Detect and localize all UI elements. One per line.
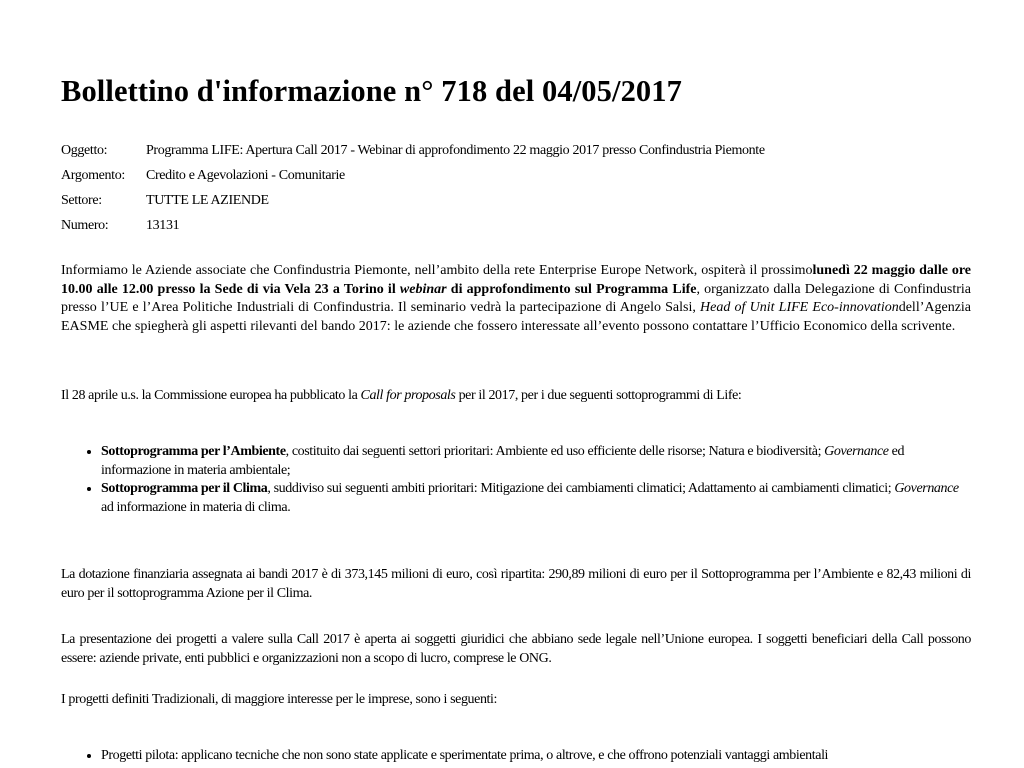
- meta-row-subject: [61, 138, 765, 163]
- call-for-proposals-label: Call for proposals: [360, 388, 456, 403]
- meta-row-sector: [61, 188, 765, 213]
- projects-intro-text: I progetti definiti Tradizionali, di maggiore interesse per le imprese, sono i seguenti:: [61, 692, 498, 707]
- subprogram-name: Sottoprogramma per il Clima: [101, 481, 268, 496]
- subprogram-text: ed informazione in materia ambientale;: [101, 444, 905, 478]
- governance-label: Governance: [894, 481, 959, 496]
- subprogram-name: Sottoprogramma per l’Ambiente: [101, 444, 286, 459]
- list-item: • Progetti pilota: applicano tecniche che non sono state applicate e sperimentate prima, o altrove, e che offrono potenziali vantaggi ambientali: [101, 747, 971, 766]
- meta-label: Argomento:: [61, 168, 125, 183]
- call-text: Il 28 aprile u.s. la Commissione europea ha pubblicato la: [61, 388, 361, 403]
- meta-value: 13131: [146, 218, 180, 233]
- presentation-text: La presentazione dei progetti a valere sulla Call 2017 è aperta ai soggetti giuridici che abbiano sede legale nell’Unione europea. I soggetti beneficiari della Call possono essere: aziende private, enti pubblici e organizzazioni non a scopo di lucro, comprese le ONG.: [61, 632, 971, 666]
- project-types-list: [61, 747, 971, 766]
- subprogram-text: , costituito dai seguenti settori prioritari: Ambiente ed uso efficiente delle risorse; Natura e biodiversità;: [285, 444, 825, 459]
- webinar-label: webinar: [399, 281, 447, 297]
- subprogram-text: ad informazione in materia di clima.: [101, 499, 291, 515]
- list-item: [101, 480, 971, 517]
- subprogram-text: , suddiviso sui seguenti ambiti prioritari: Mitigazione dei cambiamenti climatici; Adattamento ai cambiamenti climatici;: [267, 481, 895, 496]
- intro-text: dell’Agenzia EASME che spiegherà gli aspetti rilevanti del bando 2017: le aziende che fossero interessate all’evento possono contattare l’Ufficio Economico della scrivente.: [61, 300, 972, 334]
- governance-label: Governance: [824, 444, 889, 459]
- meta-label: Numero:: [61, 218, 109, 233]
- speaker-role: Head of Unit LIFE Eco-innovation: [700, 300, 899, 315]
- page-title: Bollettino d'informazione n° 718 del 04/05/2017: [61, 74, 682, 108]
- budget-text: La dotazione finanziaria assegnata ai bandi 2017 è di 373,145 milioni di euro, così ripartita: 290,89 milioni di euro per il Sottoprogramma per l’Ambiente e 82,43 milioni di euro per il sottoprogramma Azione per il Clima.: [61, 567, 971, 601]
- call-text: per il 2017, per i due seguenti sottoprogrammi di Life:: [455, 388, 742, 403]
- meta-value: TUTTE LE AZIENDE: [146, 193, 269, 208]
- call-paragraph: [61, 387, 971, 406]
- bulletin-metadata: [61, 138, 765, 238]
- meta-value: Programma LIFE: Apertura Call 2017 - Webinar di approfondimento 22 maggio 2017 presso Confindustria Piemonte: [146, 143, 765, 158]
- budget-paragraph: [61, 566, 971, 603]
- intro-paragraph: [61, 262, 971, 336]
- meta-label: Oggetto:: [61, 143, 108, 158]
- event-details-text: di approfondimento sul Programma Life: [446, 281, 697, 297]
- meta-row-topic: [61, 163, 765, 188]
- meta-value: Credito e Agevolazioni - Comunitarie: [146, 168, 345, 183]
- meta-label: Settore:: [61, 193, 102, 208]
- list-item: [101, 443, 971, 480]
- intro-text: Informiamo le Aziende associate che Confindustria Piemonte, nell’ambito della rete Enterprise Europe Network, ospiterà il prossimo: [61, 263, 813, 278]
- intro-text: , organizzato dalla Delegazione di Confindustria presso l’UE e l’Area Politiche Industriali di Confindustria. Il seminario vedrà la partecipazione di Angelo Salsi,: [61, 281, 972, 315]
- projects-intro: [61, 691, 971, 710]
- meta-row-number: [61, 213, 765, 238]
- event-details-text: lunedì 22 maggio dalle ore 10.00 alle 12.00 presso la Sede di via Vela 23 a Torino il: [61, 263, 972, 297]
- presentation-paragraph: [61, 631, 971, 668]
- subprograms-list: [61, 443, 971, 517]
